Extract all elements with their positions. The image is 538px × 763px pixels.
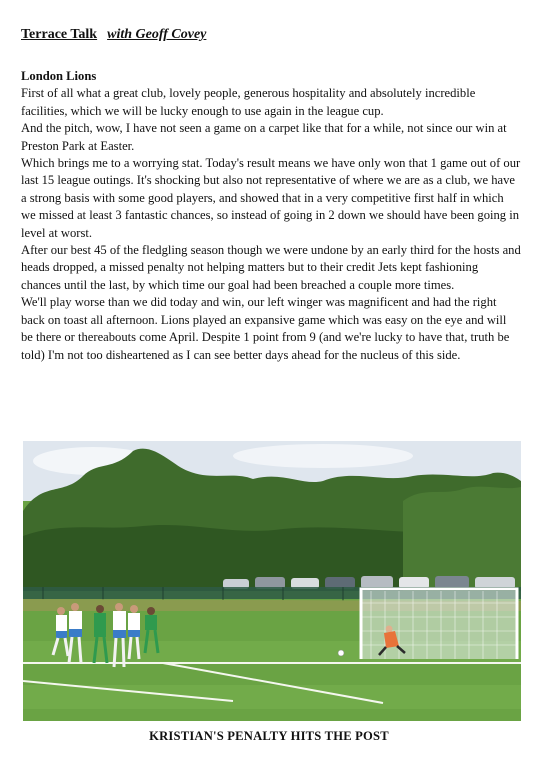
article-paragraph: Which brings me to a worrying stat. Today's result means we have only won that 1 game out of our last 15 league outings. It's shocking but also not representative of where we are as a club, we have a strong basis with some good players, and showed that in a very competitive first half in which we missed at least 3 fantastic chances, so instead of going in 2 down we should have been going in level at worst. — [21, 156, 521, 240]
article-paragraph: We'll play worse than we did today and win, our left winger was magnificent and had the right back on toast all afternoon. Lions played an expansive game which was easy on the eye and will be there or thereabouts come April. Despite 1 point from 9 (and we're lucky to have that, truth be told) I'm not too disheartened as I can see better days ahead for the nucleus of this side. — [21, 295, 510, 362]
column-byline: with Geoff Covey — [107, 27, 207, 42]
article-paragraph: And the pitch, wow, I have not seen a game on a carpet like that for a while, not since our win at Preston Park at Easter. — [21, 121, 507, 153]
article-body — [21, 68, 521, 364]
club-heading: London Lions — [21, 69, 97, 83]
article-heading — [21, 27, 206, 43]
article-paragraph: After our best 45 of the fledgling season though we were undone by an early third for the hosts and heads dropped, a missed penalty not helping matters but to their credit Jets kept fashioning chances until the last, by which time our goal had been breached a couple more times. — [21, 243, 521, 292]
column-title: Terrace Talk — [21, 27, 98, 42]
match-photo — [23, 441, 521, 721]
photo-caption: KRISTIAN'S PENALTY HITS THE POST — [149, 729, 389, 743]
match-photo-illustration — [23, 441, 521, 721]
ball — [338, 650, 344, 656]
article-paragraph: First of all what a great club, lovely people, generous hospitality and absolutely incredible facilities, which we will be lucky enough to use again in the league cup. — [21, 86, 476, 118]
